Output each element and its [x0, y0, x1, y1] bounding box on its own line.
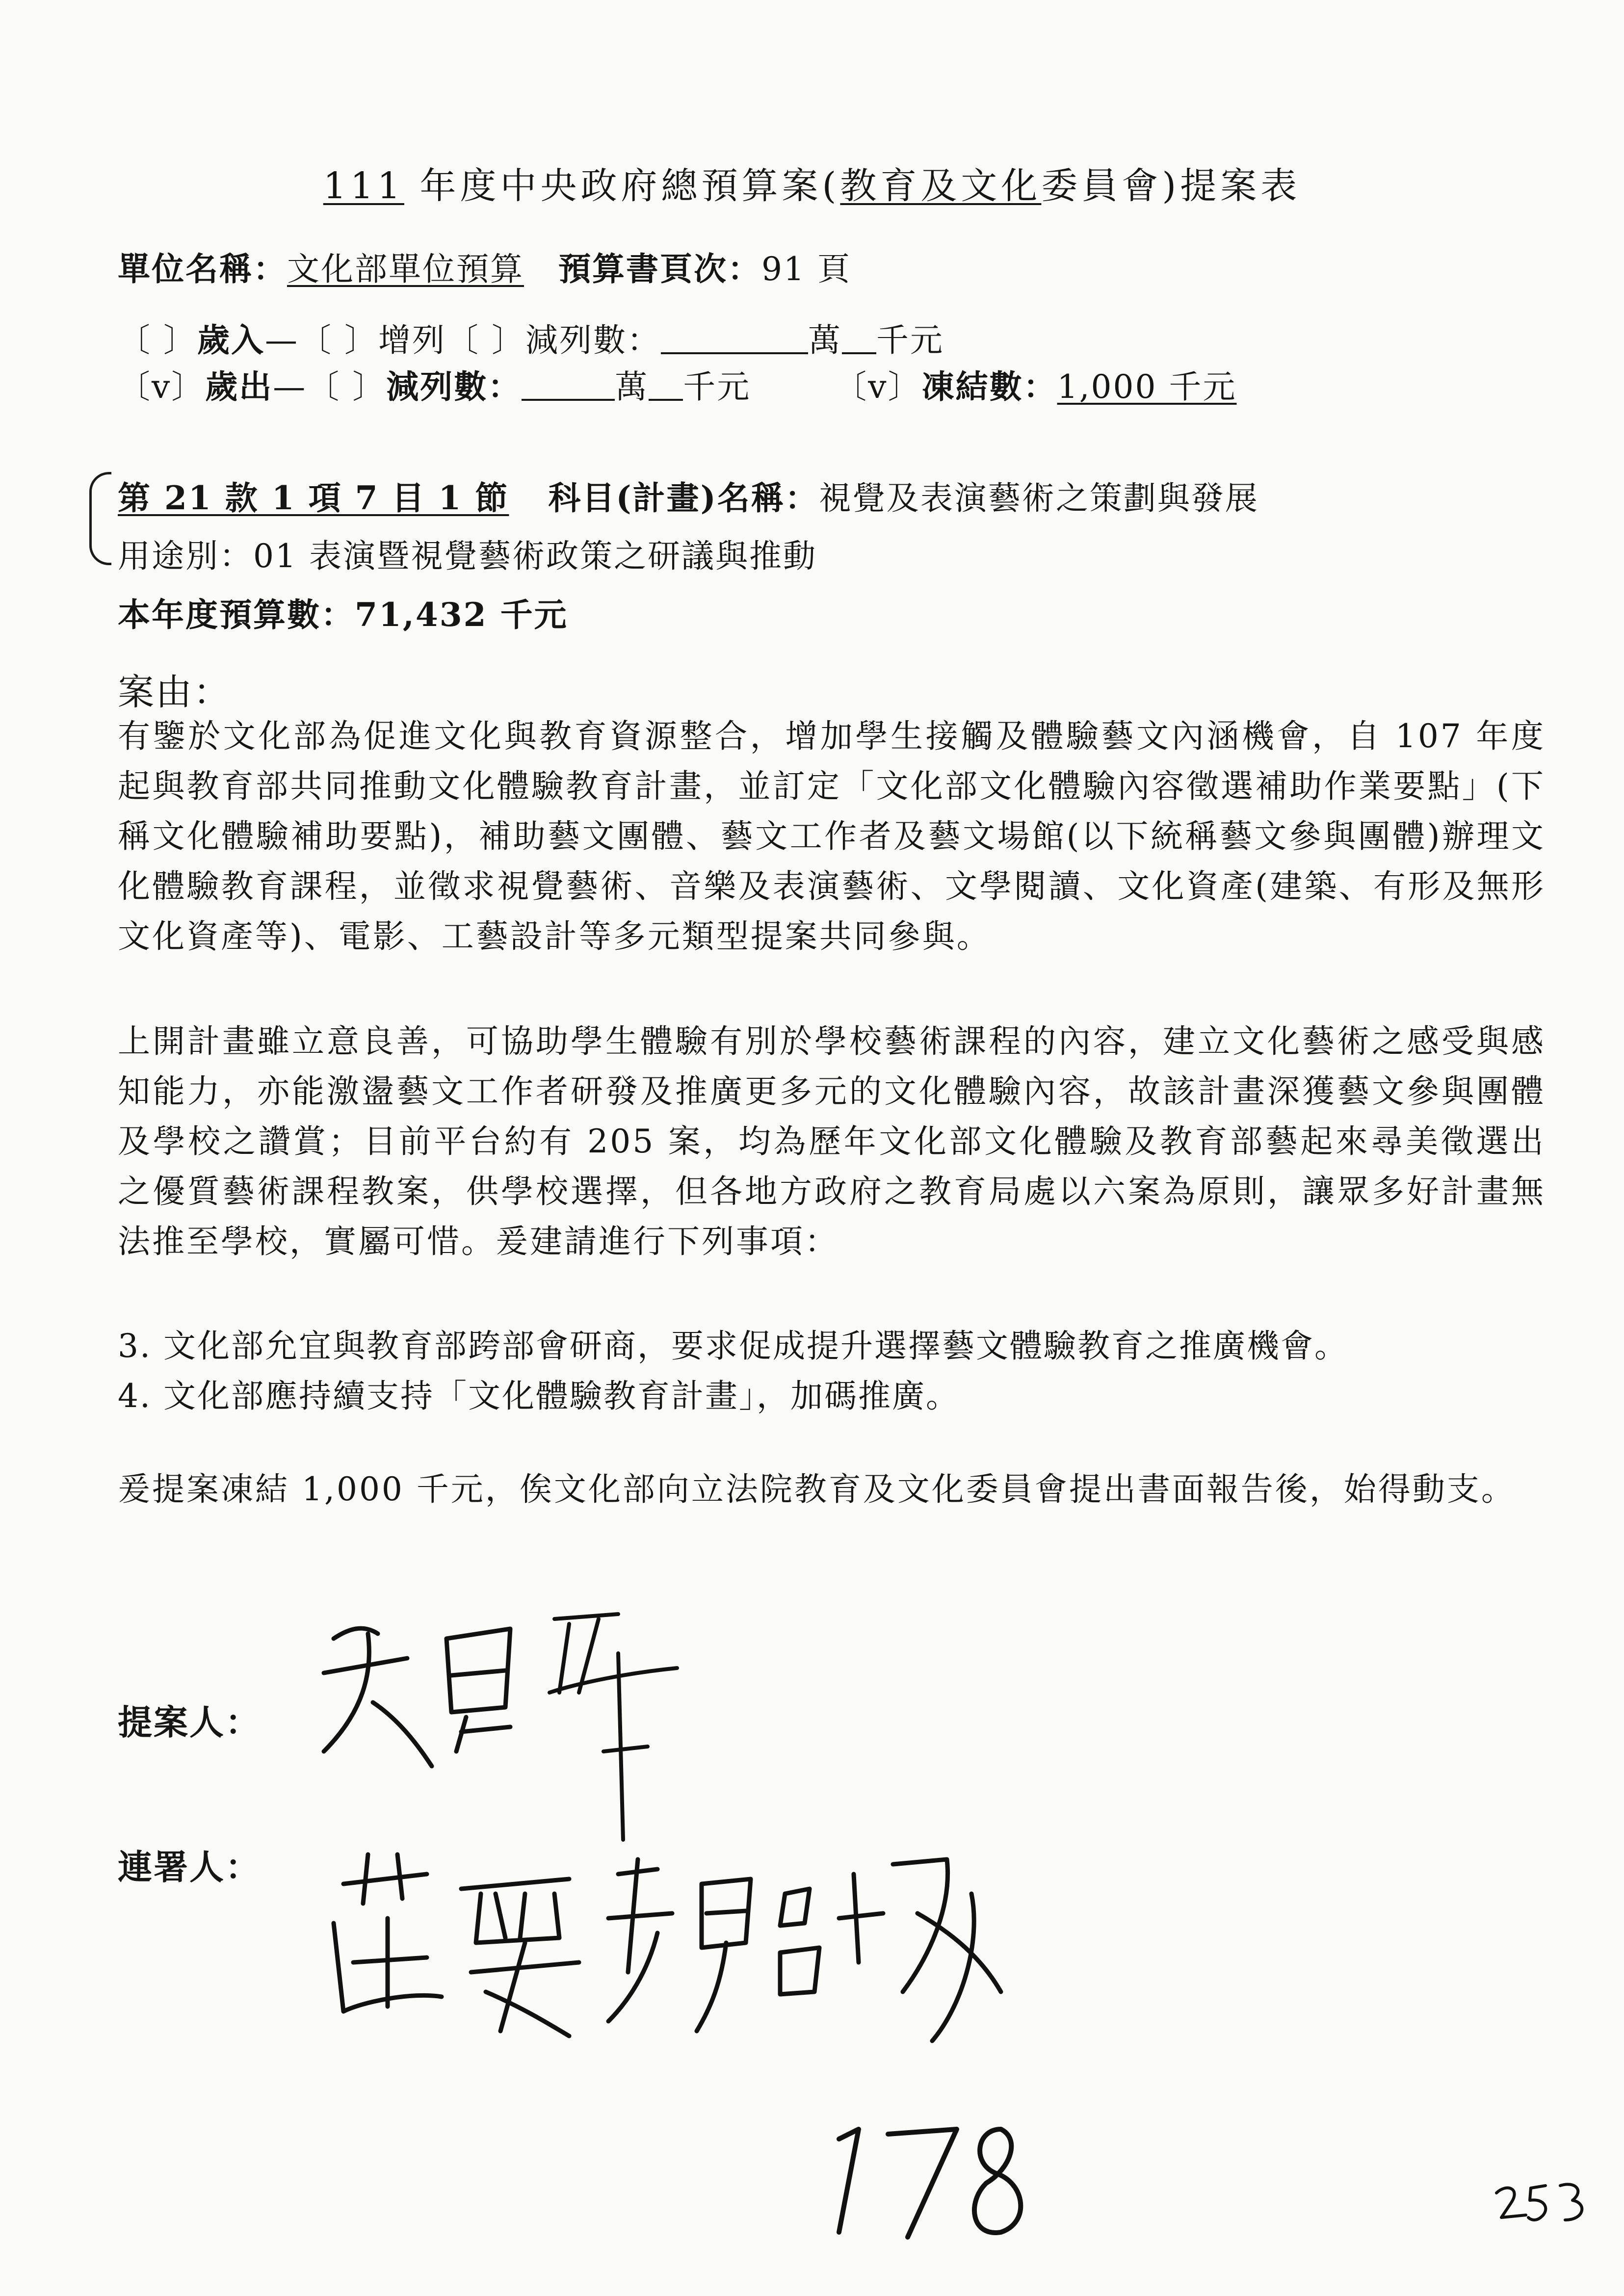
proposer-label: 提案人： — [118, 1702, 261, 1743]
exp-wan-blank — [522, 370, 615, 401]
exp-qian-blank — [649, 370, 683, 401]
section-line — [118, 472, 1259, 519]
decrease-label: 減列數： — [525, 321, 661, 359]
budget-page-label: 預算書頁次： — [558, 250, 761, 288]
revenue-label: 歲入 — [197, 321, 265, 359]
section-number: 第 21 款 1 項 7 目 1 節 — [118, 479, 509, 517]
handwritten-page-number — [814, 2110, 1050, 2257]
usage-line — [118, 530, 817, 576]
title-mid: 年度中央政府總預算案( — [404, 165, 840, 207]
usage-value: 01 表演暨視覺藝術政策之研議與推動 — [253, 537, 817, 575]
freeze-label: 凍結數： — [921, 367, 1057, 406]
increase-label: 增列 — [378, 321, 446, 359]
unit-value: 文化部單位預算 — [287, 250, 524, 288]
title-committee: 教育及文化 — [840, 165, 1042, 207]
freeze-value: 1,000 千元 — [1057, 368, 1237, 406]
handwritten-corner-note — [1492, 2173, 1590, 2232]
subject-label: 科目(計畫)名稱： — [548, 479, 819, 517]
qian-blank — [842, 324, 876, 354]
exp-wan-unit: 萬 — [615, 368, 649, 406]
freeze-paragraph: 爰提案凍結 1,000 千元，俟文化部向立法院教育及文化委員會提出書面報告後，始得動支。 — [118, 1470, 1516, 1508]
proposer-signature — [304, 1604, 697, 1859]
exp-decrease-checkbox: 〔 〕 — [307, 368, 387, 406]
form-title — [0, 157, 1624, 209]
increase-checkbox: 〔 〕 — [298, 321, 378, 359]
budget-value: 71,432 千元 — [355, 596, 568, 634]
qian-unit: 千元 — [876, 321, 944, 359]
expenditure-dash: — — [273, 368, 307, 406]
unit-line — [118, 243, 851, 289]
reason-paragraph-2: 上開計畫雖立意良善，可協助學生體驗有別於學校藝術課程的內容，建立文化藝術之感受與感知能力，亦能激盪藝文工作者研發及推廣更多元的文化體驗內容，故該計畫深獲藝文參與團體及學校之讚賞；目前平台約有 205 案，均為歷年文化部文化體驗及教育部藝起來尋美徵選出之優質藝術課程教案，供學校選擇，但各地方政府之教育局處以六案為原則，讓眾多好計畫無法推至學校，實屬可惜。爰建請進行下列事項： — [118, 1022, 1545, 1260]
budget-line — [118, 589, 568, 635]
revenue-checkbox: 〔 〕 — [118, 321, 197, 359]
title-year: 111 — [323, 165, 404, 207]
revenue-line — [118, 314, 944, 361]
cosigner-signatures — [314, 1845, 1030, 2056]
exp-decrease-label: 減列數： — [386, 367, 522, 406]
section-bracket — [89, 472, 111, 565]
request-item-4: 4. 文化部應持續支持「文化體驗教育計畫」，加碼推廣。 — [118, 1377, 960, 1415]
reason-heading: 案由： — [118, 671, 231, 713]
decrease-checkbox: 〔 〕 — [445, 321, 525, 359]
reason-paragraph-1: 有鑒於文化部為促進文化與教育資源整合，增加學生接觸及體驗藝文內涵機會，自 107 年度起與教育部共同推動文化體驗教育計畫，並訂定「文化部文化體驗內容徵選補助作業要點」(下稱文化體驗補助要點)，補助藝文團體、藝文工作者及藝文場館(以下統稱藝文參與團體)辦理文化體驗教育課程，並徵求視覺藝術、音樂及表演藝術、文學閱讀、文化資產(建築、有形及無形文化資產等)、電影、工藝設計等多元類型提案共同參與。 — [118, 717, 1545, 955]
unit-label: 單位名稱： — [118, 250, 287, 288]
title-end: 委員會)提案表 — [1041, 165, 1301, 207]
wan-unit: 萬 — [808, 321, 842, 359]
revenue-dash: — — [264, 321, 299, 359]
freeze-checkbox: 〔v〕 — [834, 368, 922, 406]
budget-page-value: 91 頁 — [761, 250, 851, 288]
subject-value: 視覺及表演藝術之策劃與發展 — [818, 479, 1259, 517]
expenditure-checkbox: 〔v〕 — [118, 368, 206, 406]
exp-qian-unit: 千元 — [683, 368, 751, 406]
wan-blank — [661, 324, 808, 354]
request-item-3: 3. 文化部允宜與教育部跨部會研商，要求促成提升選擇藝文體驗教育之推廣機會。 — [118, 1327, 1348, 1365]
budget-label: 本年度預算數： — [118, 596, 355, 634]
usage-label: 用途別： — [118, 537, 253, 575]
cosigner-label: 連署人： — [118, 1847, 261, 1887]
expenditure-line — [118, 361, 1237, 407]
expenditure-label: 歲出 — [205, 367, 273, 406]
